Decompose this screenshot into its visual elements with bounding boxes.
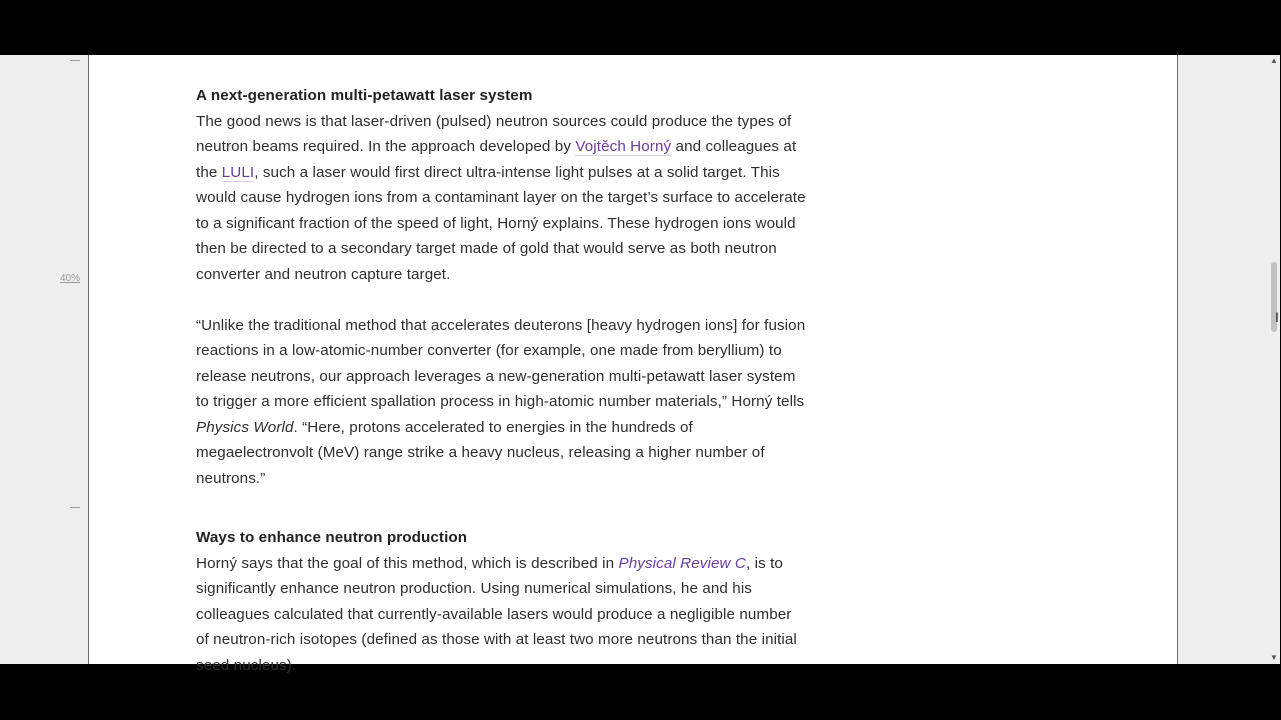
author-link[interactable]: Vojtěch Horný xyxy=(575,138,672,155)
text-cursor-icon: I xyxy=(1275,309,1279,325)
publication-name: Physics World xyxy=(196,418,294,436)
section-heading: A next-generation multi-petawatt laser system xyxy=(196,87,533,104)
scroll-up-icon[interactable]: ▲ xyxy=(1270,56,1278,65)
article-page xyxy=(88,55,1178,674)
spacer xyxy=(196,491,806,525)
paragraph-text: , is to significantly enhance neutron production. Using numerical simulations, he and his colleagues calculated that currently-available lasers would produce a negligible number of neutron-rich isotopes (defined as those with at least two more neutrons than the initial seed nucleus). xyxy=(196,554,797,674)
left-margin xyxy=(0,55,88,664)
paragraph-text: . “Here, protons accelerated to energies in the hundreds of megaelectronvolt (MeV) range strike a heavy nucleus, releasing a higher number of neutrons.” xyxy=(196,418,765,487)
paragraph-text: , such a laser would first direct ultra-intense light pulses at a solid target. This would cause hydrogen ions from a contaminant layer on the target’s surface to accelerate to a significant fraction of the speed of light, Horný explains. These hydrogen ions would then be directed to a secondary target made of gold that would serve as both neutron converter and neutron capture target. xyxy=(196,163,806,283)
paragraph xyxy=(196,109,806,288)
luli-link[interactable]: LULI xyxy=(221,163,255,181)
paragraph-text: and colleagues at the xyxy=(196,138,797,181)
margin-tick xyxy=(70,507,80,508)
journal-link[interactable]: Physical Review C xyxy=(618,554,746,572)
paragraph-text: “Unlike the traditional method that accelerates deuterons [heavy hydrogen ions] for fusion reactions in a low-atomic-number converter (for example, one made from beryllium) to release neutrons, our approach leverages a new-generation multi-petawatt laser system to trigger a more efficient spallation process in high-atomic number materials,” Horný tells xyxy=(196,316,806,410)
spacer xyxy=(196,287,806,313)
right-margin xyxy=(1178,55,1268,664)
quote-paragraph xyxy=(196,313,806,492)
scroll-percent-indicator: 40% xyxy=(60,273,81,284)
paragraph xyxy=(196,551,806,679)
paragraph-text: The good news is that laser-driven (pulsed) neutron sources could produce the types of neutron beams required. In the approach developed by xyxy=(196,112,792,155)
vertical-scrollbar[interactable] xyxy=(1268,55,1280,664)
margin-tick xyxy=(70,60,80,61)
section-heading: Ways to enhance neutron production xyxy=(196,529,468,546)
article-body xyxy=(196,83,806,678)
browser-window xyxy=(0,55,1280,674)
scroll-down-icon[interactable]: ▼ xyxy=(1270,653,1278,662)
paragraph-text: Horný says that the goal of this method, which is described in xyxy=(196,554,619,572)
